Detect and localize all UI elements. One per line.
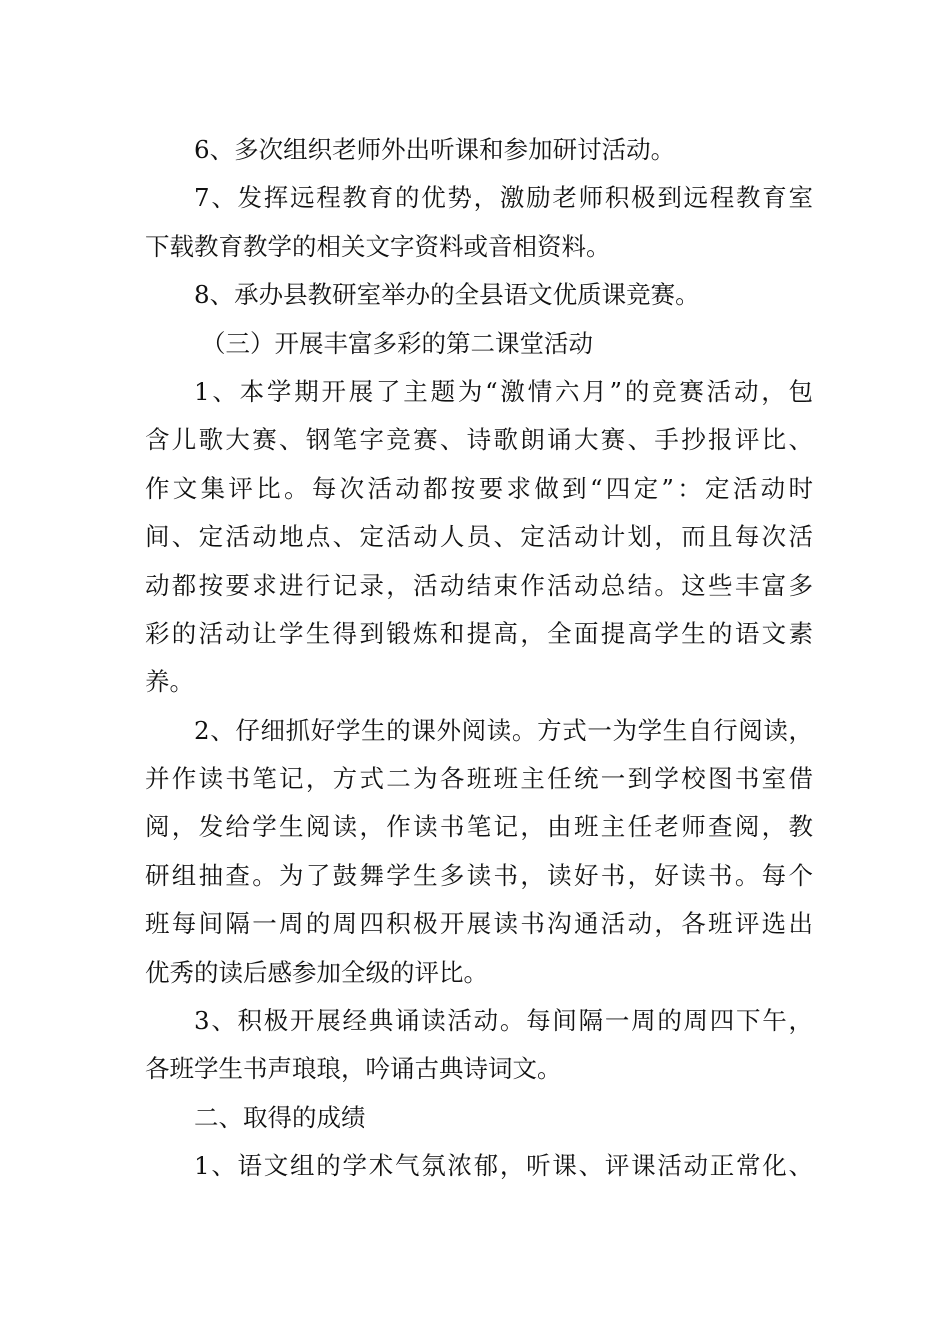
text-line: 优秀的读后感参加全级的评比。 <box>145 957 488 987</box>
text-line: 1、本学期开展了主题为“激情六月”的竞赛活动，包 <box>194 376 813 406</box>
text-line: 2、仔细抓好学生的课外阅读。方式一为学生自行阅读， <box>194 715 813 745</box>
text-line: 8、承办县教研室举办的全县语文优质课竞赛。 <box>194 280 700 310</box>
text-line: （三）开展丰富多彩的第二课堂活动 <box>201 328 593 358</box>
text-line: 阅，发给学生阅读，作读书笔记，由班主任老师查阅，教 <box>145 812 813 842</box>
text-line: 作文集评比。每次活动都按要求做到“四定”：定活动时 <box>145 473 813 503</box>
text-line: 动都按要求进行记录，活动结束作活动总结。这些丰富多 <box>145 570 813 600</box>
document-body <box>145 126 813 1191</box>
text-line: 并作读书笔记，方式二为各班班主任统一到学校图书室借 <box>145 764 813 794</box>
text-line: 7、发挥远程教育的优势，激励老师积极到远程教育室 <box>194 183 813 213</box>
text-line: 养。 <box>145 667 194 697</box>
text-line: 班每间隔一周的周四积极开展读书沟通活动，各班评选出 <box>145 909 813 939</box>
text-line: 3、积极开展经典诵读活动。每间隔一周的周四下午， <box>194 1006 813 1036</box>
text-line: 二、取得的成绩 <box>194 1102 366 1132</box>
text-line: 各班学生书声琅琅，吟诵古典诗词文。 <box>145 1054 562 1084</box>
text-line: 研组抽查。为了鼓舞学生多读书，读好书，好读书。每个 <box>145 860 813 890</box>
text-line: 6、多次组织老师外出听课和参加研讨活动。 <box>194 135 676 164</box>
text-line: 间、定活动地点、定活动人员、定活动计划，而且每次活 <box>145 522 813 552</box>
text-line: 彩的活动让学生得到锻炼和提高，全面提高学生的语文素 <box>145 618 813 648</box>
text-line: 含儿歌大赛、钢笔字竞赛、诗歌朗诵大赛、手抄报评比、 <box>145 425 813 455</box>
text-line: 1、语文组的学术气氛浓郁，听课、评课活动正常化、 <box>194 1151 813 1181</box>
text-line: 下载教育教学的相关文字资料或音相资料。 <box>145 231 611 261</box>
